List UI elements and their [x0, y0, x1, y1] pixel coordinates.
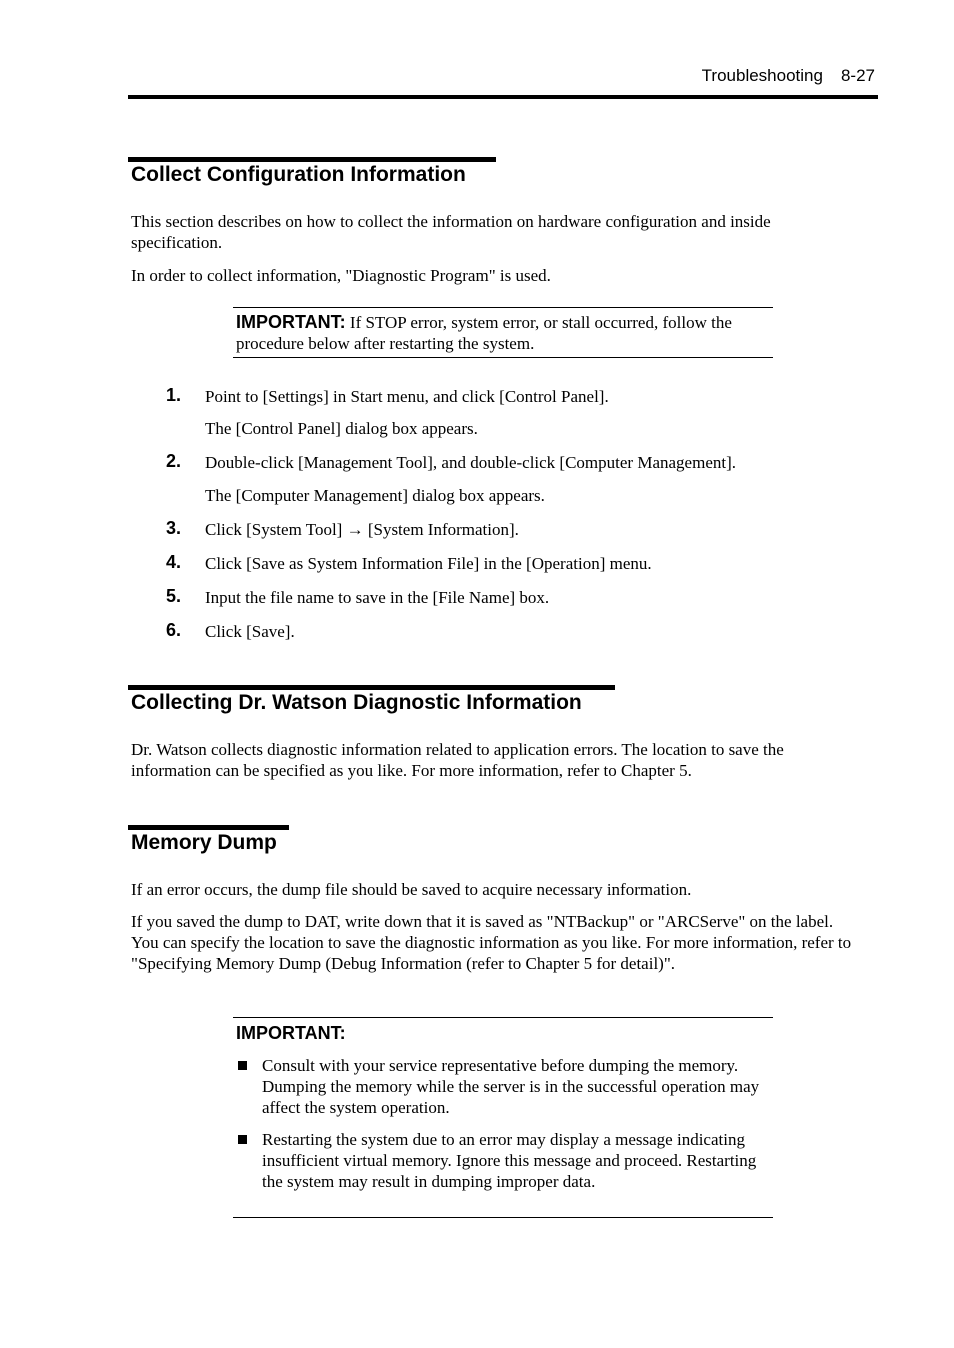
paragraph: If you saved the dump to DAT, write down that it is saved as "NTBackup" or "ARCServe" on the label. You can specify the location to save the diagnostic information as you like. For more information, refer to "Specifying Memory Dump (Debug Information (refer to Chapter 5 for detail)".	[131, 912, 852, 973]
section-bar	[128, 157, 496, 162]
important-box	[233, 307, 773, 358]
header-section: Troubleshooting	[701, 66, 823, 85]
step-text: Click [Save].	[205, 622, 295, 641]
important-text: If STOP error, system error, or stall occurred, follow the procedure below after restarting the system.	[236, 313, 732, 353]
section-bar	[128, 825, 289, 830]
bullet-icon	[238, 1061, 247, 1070]
running-header	[702, 66, 875, 86]
bullet-icon	[238, 1135, 247, 1144]
section-title-config: Collect Configuration Information	[131, 163, 466, 186]
important-box	[233, 1017, 773, 1218]
step-text: Click [Save as System Information File] in the [Operation] menu.	[205, 554, 652, 573]
step-text: Click [System Tool] → [System Information].	[205, 520, 519, 539]
step-note: The [Computer Management] dialog box appears.	[205, 486, 545, 505]
header-rule	[128, 95, 878, 99]
step-number: 5.	[166, 586, 182, 606]
step-number: 2.	[166, 451, 182, 471]
step-number: 3.	[166, 518, 182, 538]
bullet-list	[234, 1055, 769, 1192]
paragraph: This section describes on how to collect the information on hardware configuration and inside specification.	[131, 212, 771, 252]
important-label: IMPORTANT:	[236, 1023, 346, 1043]
step-number: 6.	[166, 620, 182, 640]
list-item-text: Consult with your service representative before dumping the memory. Dumping the memory while the server is in the successful operation may affect the system operation.	[262, 1056, 760, 1117]
step-text: Point to [Settings] in Start menu, and click [Control Panel].	[205, 387, 609, 406]
step-note: The [Control Panel] dialog box appears.	[205, 419, 478, 438]
step-text: Double-click [Management Tool], and double-click [Computer Management].	[205, 453, 736, 472]
paragraph: If an error occurs, the dump file should be saved to acquire necessary information.	[131, 880, 692, 899]
section-title-memory-dump: Memory Dump	[131, 831, 277, 854]
list-item	[234, 1055, 769, 1118]
paragraph: In order to collect information, "Diagnostic Program" is used.	[131, 266, 551, 285]
section-bar	[128, 685, 615, 690]
step-number: 4.	[166, 552, 182, 572]
list-item	[234, 1129, 769, 1192]
paragraph: Dr. Watson collects diagnostic information related to application errors. The location to save the information can be specified as you like. For more information, refer to Chapter 5.	[131, 740, 784, 780]
page-number: 8-27	[840, 66, 875, 85]
step-number: 1.	[166, 385, 182, 405]
important-label: IMPORTANT:	[236, 312, 346, 332]
list-item-text: Restarting the system due to an error may display a message indicating insufficient virtual memory. Ignore this message and proceed. Restarting the system may result in dumping improper data.	[262, 1130, 757, 1191]
step-text: Input the file name to save in the [File Name] box.	[205, 588, 550, 607]
section-title-dr-watson: Collecting Dr. Watson Diagnostic Information	[131, 691, 582, 714]
